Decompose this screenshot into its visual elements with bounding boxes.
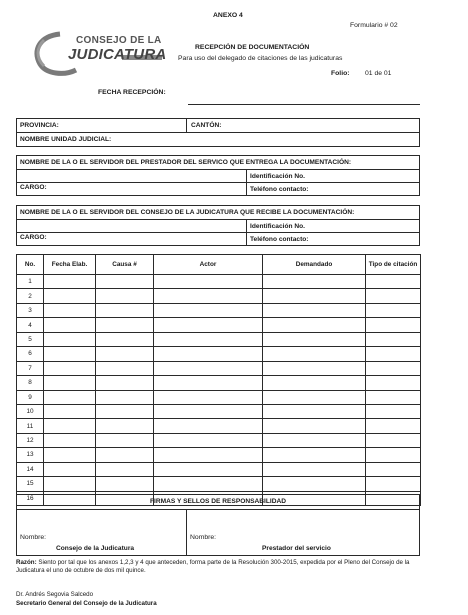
cell-case[interactable]	[96, 404, 154, 418]
cell-defendant[interactable]	[263, 361, 366, 375]
left-name-label: Nombre:	[20, 534, 47, 541]
delivering-heading: NOMBRE DE LA O EL SERVIDOR DEL PRESTADOR DEL SERVICO QUE ENTREGA LA DOCUMENTACIÓN:	[20, 159, 352, 166]
table-row	[17, 448, 421, 462]
column-header: Demandado	[263, 255, 366, 275]
cell-defendant[interactable]	[263, 289, 366, 303]
document-title: RECEPCIÓN DE DOCUMENTACIÓN	[195, 44, 310, 51]
location-vdivider	[186, 118, 187, 132]
cell-citation-type[interactable]	[366, 390, 421, 404]
table-row	[17, 289, 421, 303]
table-row	[17, 332, 421, 346]
delivering-id-label: Identificación No.	[250, 173, 305, 180]
table-row	[17, 404, 421, 418]
row-number: 4	[17, 318, 44, 332]
cell-defendant[interactable]	[263, 433, 366, 447]
cell-date[interactable]	[44, 347, 96, 361]
row-number: 16	[17, 491, 44, 505]
cell-case[interactable]	[96, 477, 154, 491]
cell-case[interactable]	[96, 376, 154, 390]
reason-paragraph	[16, 559, 430, 575]
receiving-vdivider	[246, 219, 247, 246]
delivering-divider-1	[16, 169, 420, 170]
cell-actor[interactable]	[154, 404, 263, 418]
cell-date[interactable]	[44, 289, 96, 303]
cell-citation-type[interactable]	[366, 318, 421, 332]
table-row	[17, 361, 421, 375]
cell-defendant[interactable]	[263, 347, 366, 361]
table-row	[17, 477, 421, 491]
cell-actor[interactable]	[154, 332, 263, 346]
logo-text-line2: JUDICATURA	[68, 46, 167, 63]
cell-citation-type[interactable]	[366, 477, 421, 491]
cell-date[interactable]	[44, 318, 96, 332]
canton-label: CANTÓN:	[191, 122, 222, 129]
receiving-divider-2	[16, 232, 420, 233]
row-number: 9	[17, 390, 44, 404]
receiving-heading: NOMBRE DE LA O EL SERVIDOR DEL CONSEJO DE LA JUDICATURA QUE RECIBE LA DOCUMENTACIÓN:	[20, 209, 355, 216]
cell-date[interactable]	[44, 433, 96, 447]
column-header: Causa #	[96, 255, 154, 275]
table-row	[17, 376, 421, 390]
signatures-heading: FIRMAS Y SELLOS DE RESPONSABILIDAD	[149, 498, 287, 505]
cell-citation-type[interactable]	[366, 462, 421, 476]
cell-citation-type[interactable]	[366, 332, 421, 346]
cell-actor[interactable]	[154, 477, 263, 491]
receiving-divider-1	[16, 219, 420, 220]
logo-text-line1: CONSEJO DE LA	[76, 35, 162, 46]
cell-defendant[interactable]	[263, 448, 366, 462]
cell-citation-type[interactable]	[366, 275, 421, 289]
row-number: 12	[17, 433, 44, 447]
cell-date[interactable]	[44, 332, 96, 346]
delivering-divider-2	[16, 182, 420, 183]
cell-citation-type[interactable]	[366, 433, 421, 447]
cell-citation-type[interactable]	[366, 404, 421, 418]
reason-text: Siento por tal que los anexos 1,2,3 y 4 que anteceden, forma parte de la Resolución 300-2015, expedida por el Pleno del Consejo de la Judicatura el uno de octubre de dos mil quince.	[16, 559, 410, 574]
cell-defendant[interactable]	[263, 332, 366, 346]
row-number: 11	[17, 419, 44, 433]
cell-case[interactable]	[96, 275, 154, 289]
location-divider	[16, 132, 420, 133]
table-row	[17, 390, 421, 404]
cell-actor[interactable]	[154, 289, 263, 303]
cell-case[interactable]	[96, 419, 154, 433]
document-subtitle: Para uso del delegado de citaciones de las judicaturas	[178, 55, 343, 62]
cell-actor[interactable]	[154, 275, 263, 289]
signer-name: Dr. Andrés Segovia Salcedo	[16, 591, 94, 598]
cell-citation-type[interactable]	[366, 289, 421, 303]
cell-case[interactable]	[96, 318, 154, 332]
table-row	[17, 275, 421, 289]
cell-actor[interactable]	[154, 390, 263, 404]
cell-defendant[interactable]	[263, 275, 366, 289]
folio-value: 01 de 01	[365, 70, 392, 77]
cell-actor[interactable]	[154, 419, 263, 433]
cell-case[interactable]	[96, 332, 154, 346]
folio-label: Folio:	[331, 70, 350, 77]
cell-date[interactable]	[44, 390, 96, 404]
cell-citation-type[interactable]	[366, 361, 421, 375]
cell-citation-type[interactable]	[366, 303, 421, 317]
row-number: 13	[17, 448, 44, 462]
table-header-row	[17, 255, 421, 275]
reception-date-line[interactable]	[188, 104, 420, 105]
cell-date[interactable]	[44, 376, 96, 390]
table-row	[17, 347, 421, 361]
cell-defendant[interactable]	[263, 318, 366, 332]
row-number: 8	[17, 376, 44, 390]
cell-defendant[interactable]	[263, 477, 366, 491]
cell-actor[interactable]	[154, 347, 263, 361]
cell-date[interactable]	[44, 419, 96, 433]
cell-case[interactable]	[96, 448, 154, 462]
reason-label: Razón:	[16, 559, 37, 566]
cell-defendant[interactable]	[263, 390, 366, 404]
receiving-id-label: Identificación No.	[250, 223, 305, 230]
signatures-vdivider	[186, 509, 187, 556]
cell-citation-type[interactable]	[366, 347, 421, 361]
cell-date[interactable]	[44, 303, 96, 317]
cell-case[interactable]	[96, 361, 154, 375]
province-label: PROVINCIA:	[20, 122, 59, 129]
reception-date-label: FECHA RECEPCIÓN:	[98, 89, 166, 96]
row-number: 15	[17, 477, 44, 491]
row-number: 3	[17, 303, 44, 317]
cell-defendant[interactable]	[263, 462, 366, 476]
row-number: 2	[17, 289, 44, 303]
cell-defendant[interactable]	[263, 419, 366, 433]
right-name-label: Nombre:	[190, 534, 217, 541]
delivering-vdivider	[246, 169, 247, 196]
form-number: Formulario # 02	[350, 22, 398, 29]
cell-case[interactable]	[96, 433, 154, 447]
row-number: 10	[17, 404, 44, 418]
right-signature-caption: Prestador del servicio	[262, 545, 331, 552]
cell-actor[interactable]	[154, 376, 263, 390]
row-number: 7	[17, 361, 44, 375]
judicial-unit-label: NOMBRE UNIDAD JUDICIAL:	[20, 136, 112, 143]
cell-citation-type[interactable]	[366, 448, 421, 462]
cell-actor[interactable]	[154, 462, 263, 476]
delivering-position-label: CARGO:	[20, 184, 47, 191]
table-row	[17, 462, 421, 476]
cell-case[interactable]	[96, 390, 154, 404]
citation-table	[16, 254, 421, 506]
annex-label: ANEXO 4	[213, 12, 243, 19]
receiving-position-label: CARGO:	[20, 234, 47, 241]
left-signature-caption: Consejo de la Judicatura	[56, 545, 135, 552]
cell-date[interactable]	[44, 462, 96, 476]
table-row	[17, 433, 421, 447]
table-row	[17, 419, 421, 433]
column-header: No.	[17, 255, 44, 275]
cell-date[interactable]	[44, 477, 96, 491]
row-number: 6	[17, 347, 44, 361]
cell-date[interactable]	[44, 404, 96, 418]
cell-case[interactable]	[96, 347, 154, 361]
signatures-divider	[16, 509, 420, 510]
cell-case[interactable]	[96, 462, 154, 476]
cell-date[interactable]	[44, 361, 96, 375]
row-number: 1	[17, 275, 44, 289]
cell-actor[interactable]	[154, 361, 263, 375]
row-number: 5	[17, 332, 44, 346]
cell-actor[interactable]	[154, 303, 263, 317]
cell-defendant[interactable]	[263, 404, 366, 418]
cell-actor[interactable]	[154, 318, 263, 332]
receiving-phone-label: Teléfono contacto:	[250, 236, 309, 243]
table-row	[17, 303, 421, 317]
cell-actor[interactable]	[154, 448, 263, 462]
signer-title: Secretario General del Consejo de la Judicatura	[16, 600, 157, 607]
cell-date[interactable]	[44, 275, 96, 289]
table-row	[17, 318, 421, 332]
column-header: Actor	[154, 255, 263, 275]
cell-defendant[interactable]	[263, 376, 366, 390]
cell-case[interactable]	[96, 289, 154, 303]
cell-citation-type[interactable]	[366, 419, 421, 433]
cell-citation-type[interactable]	[366, 376, 421, 390]
row-number: 14	[17, 462, 44, 476]
cell-case[interactable]	[96, 303, 154, 317]
column-header: Fecha Elab.	[44, 255, 96, 275]
delivering-phone-label: Teléfono contacto:	[250, 186, 309, 193]
cell-defendant[interactable]	[263, 303, 366, 317]
column-header: Tipo de citación	[366, 255, 421, 275]
logo	[30, 28, 165, 80]
cell-date[interactable]	[44, 448, 96, 462]
cell-actor[interactable]	[154, 433, 263, 447]
